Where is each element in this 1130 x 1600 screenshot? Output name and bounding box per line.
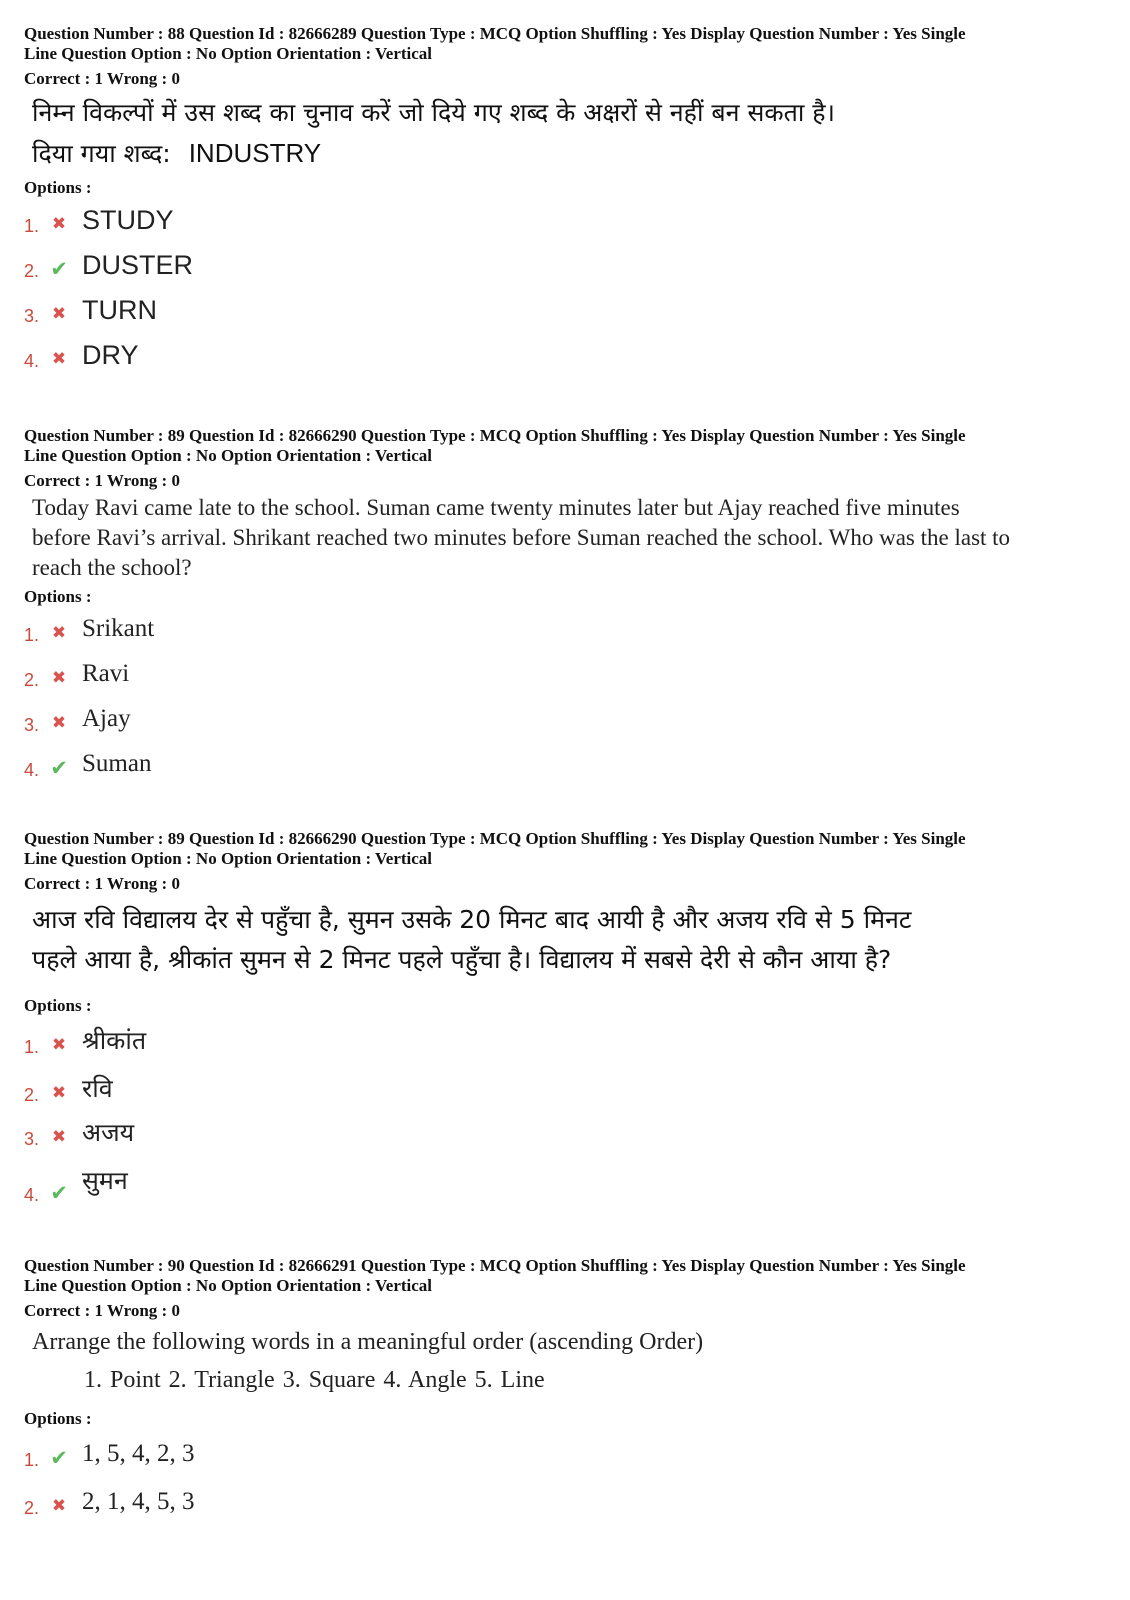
options-label: Options : [24,1409,92,1428]
option-number: 2. [24,670,40,690]
options-list [24,1429,1114,1525]
option-number: 1. [24,1450,40,1470]
stem-line-2: before Ravi’s arrival. Shrikant reached two minutes before Suman reached the school. Who was the last to [32,525,1011,550]
cross-icon: ✖ [51,713,67,733]
cross-icon: ✖ [51,623,67,643]
question-stem [24,93,1114,174]
option-text: Srikant [82,615,155,642]
meta-line-1: Question Number : 89 Question Id : 82666290 Question Type : MCQ Option Shuffling : Yes Display Question Number : Yes Single [24,426,966,445]
question-stem [24,493,1114,583]
option-text: STUDY [82,205,174,235]
meta-line-2: Line Question Option : No Option Orientation : Vertical [24,44,433,63]
cross-icon: ✖ [51,214,67,234]
correct-wrong-marks: Correct : 1 Wrong : 0 [24,471,180,490]
option-item[interactable] [24,1477,1114,1525]
option-item[interactable] [24,243,1114,288]
option-text: रवि [82,1074,113,1103]
option-text: अजय [82,1118,135,1147]
check-icon: ✔ [50,1181,68,1205]
option-item[interactable] [24,607,1114,652]
option-item[interactable] [24,652,1114,697]
option-number: 2. [24,1085,40,1105]
option-item[interactable] [24,333,1114,378]
option-number: 1. [24,216,40,236]
question-meta [24,24,1114,64]
option-number: 2. [24,261,40,281]
option-text: 2, 1, 4, 5, 3 [82,1488,195,1515]
given-word-prefix: दिया गया शब्द: [32,139,171,168]
option-item[interactable] [24,1064,1114,1112]
options-label: Options : [24,996,92,1015]
option-number: 1. [24,625,40,645]
correct-wrong-marks: Correct : 1 Wrong : 0 [24,69,180,88]
option-text: सुमन [82,1166,128,1195]
option-number: 2. [24,1498,40,1518]
stem-line-3: reach the school? [32,555,192,580]
option-item[interactable] [24,288,1114,333]
options-list [24,198,1114,378]
option-number: 3. [24,306,40,326]
cross-icon: ✖ [51,1496,67,1516]
option-item[interactable] [24,697,1114,742]
options-label: Options : [24,178,92,197]
option-text: श्रीकांत [82,1026,147,1055]
option-item[interactable] [24,1429,1114,1477]
options-list [24,607,1114,787]
question-block-88 [24,24,1114,378]
options-label: Options : [24,587,92,606]
cross-icon: ✖ [51,1127,67,1147]
option-text: 1, 5, 4, 2, 3 [82,1440,195,1467]
option-item[interactable] [24,1156,1114,1212]
meta-line-2: Line Question Option : No Option Orientation : Vertical [24,849,433,868]
stem-line-2: पहले आया है, श्रीकांत सुमन से 2 मिनट पहले पहुँचा है। विद्यालय में सबसे देरी से कौन आया है? [32,945,892,974]
meta-line-2: Line Question Option : No Option Orientation : Vertical [24,446,433,465]
option-text: Suman [82,750,152,777]
cross-icon: ✖ [51,1083,67,1103]
stem-line-1: आज रवि विद्यालय देर से पहुँचा है, सुमन उसके 20 मिनट बाद आयी है और अजय रवि से 5 मिनट [32,905,912,934]
option-item[interactable] [24,1112,1114,1156]
question-block-90 [24,1256,1114,1525]
check-icon: ✔ [50,756,68,780]
options-list [24,1016,1114,1212]
question-meta [24,829,1114,869]
meta-line-1: Question Number : 90 Question Id : 82666291 Question Type : MCQ Option Shuffling : Yes Display Question Number : Yes Single [24,1256,966,1275]
option-item[interactable] [24,742,1114,787]
cross-icon: ✖ [51,1035,67,1055]
option-text: DUSTER [82,250,194,280]
question-meta [24,426,1114,466]
option-number: 1. [24,1037,40,1057]
cross-icon: ✖ [51,349,67,369]
question-block-89-hindi [24,829,1114,1212]
stem-line-1: Arrange the following words in a meaningful order (ascending Order) [32,1329,704,1355]
option-number: 3. [24,1129,40,1149]
question-meta [24,1256,1114,1296]
option-text: DRY [82,340,139,370]
option-number: 4. [24,351,40,371]
correct-wrong-marks: Correct : 1 Wrong : 0 [24,874,180,893]
option-item[interactable] [24,198,1114,243]
stem-word-list: 1. Point 2. Triangle 3. Square 4. Angle 5. Line [84,1367,545,1393]
given-word: INDUSTRY [188,138,322,168]
meta-line-2: Line Question Option : No Option Orientation : Vertical [24,1276,433,1295]
option-number: 3. [24,715,40,735]
stem-line-2 [32,133,1114,174]
question-block-89-english [24,426,1114,787]
check-icon: ✔ [50,257,68,281]
option-number: 4. [24,760,40,780]
stem-line-1: निम्न विकल्पों में उस शब्द का चुनाव करें जो दिये गए शब्द के अक्षरों से नहीं बन सकता है। [32,98,835,127]
option-item[interactable] [24,1016,1114,1064]
option-text: Ajay [82,705,131,732]
option-number: 4. [24,1185,40,1205]
option-text: Ravi [82,660,130,687]
question-stem [24,900,1114,980]
cross-icon: ✖ [51,304,67,324]
correct-wrong-marks: Correct : 1 Wrong : 0 [24,1301,180,1320]
question-stem [24,1325,1114,1359]
meta-line-1: Question Number : 89 Question Id : 82666290 Question Type : MCQ Option Shuffling : Yes Display Question Number : Yes Single [24,829,966,848]
stem-line-1: Today Ravi came late to the school. Suman came twenty minutes later but Ajay reached five minutes [32,495,960,520]
cross-icon: ✖ [51,668,67,688]
meta-line-1: Question Number : 88 Question Id : 82666289 Question Type : MCQ Option Shuffling : Yes Display Question Number : Yes Single [24,24,966,43]
check-icon: ✔ [50,1446,68,1470]
option-text: TURN [82,295,157,325]
